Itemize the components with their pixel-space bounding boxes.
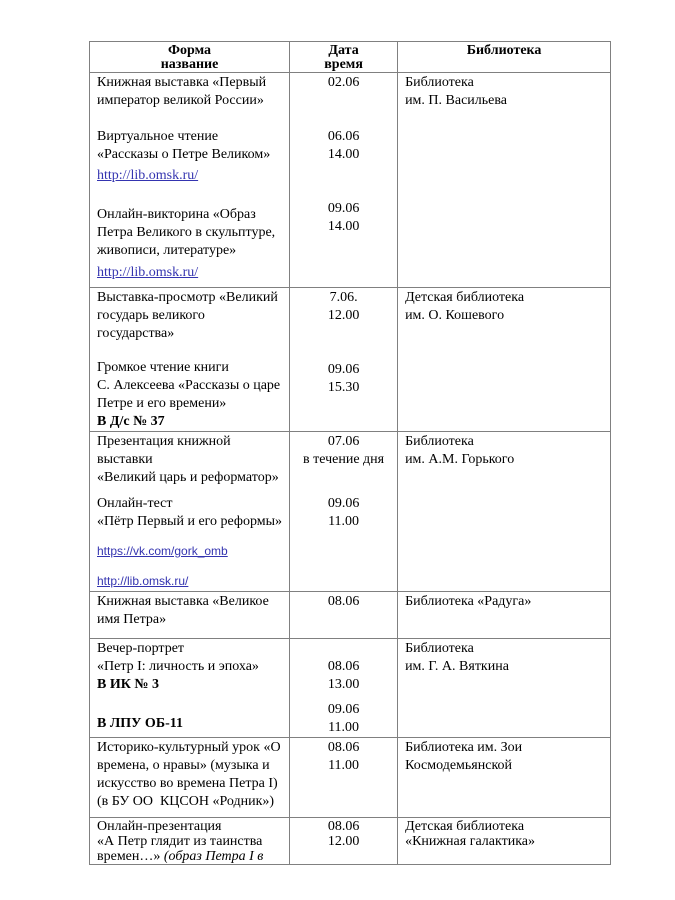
text-line: 15.30 — [327, 380, 360, 395]
library-cell — [398, 288, 611, 432]
text-line: «Великий царь и реформатор» — [97, 470, 279, 485]
library-cell — [398, 639, 611, 738]
header-row — [90, 42, 611, 73]
blank-line — [292, 182, 395, 200]
text-line: 08.06 — [327, 740, 360, 755]
text-line: 12.00 — [327, 834, 360, 849]
table-row — [90, 592, 611, 639]
form-cell — [90, 432, 290, 592]
header-text: Библиотека — [466, 43, 542, 58]
text-line: 02.06 — [327, 75, 360, 90]
text-line: император великой России» — [97, 93, 264, 108]
text-line: 13.00 — [327, 677, 360, 692]
text-line: имя Петра» — [97, 612, 167, 627]
text-segment: времен…» — [97, 849, 164, 864]
text-line: им. А.М. Горького — [405, 452, 515, 467]
header-library — [398, 42, 611, 73]
hyperlink[interactable]: http://lib.omsk.ru/ — [97, 168, 199, 183]
text-line: 11.00 — [328, 758, 360, 773]
text-line: Книжная выставка «Великое — [97, 594, 269, 609]
text-line: Космодемьянской — [405, 758, 513, 773]
text-line: Онлайн-презентация — [97, 819, 222, 834]
text-line: в течение дня — [303, 452, 385, 467]
link-line — [97, 542, 282, 561]
header-text: название — [160, 56, 219, 72]
library-cell — [398, 818, 611, 865]
text-line: Петра Великого в скульптуре, — [97, 225, 276, 240]
library-cell — [398, 432, 611, 592]
blank-line — [292, 164, 395, 182]
datetime-cell — [290, 738, 398, 818]
text-line: Библиотека — [405, 641, 474, 656]
library-cell — [398, 738, 611, 818]
text-line: Библиотека — [405, 434, 474, 449]
text-line: Онлайн-тест — [97, 496, 173, 511]
text-line: В Д/с № 37 — [97, 414, 165, 429]
text-line: В ЛПУ ОБ-11 — [97, 716, 183, 731]
table-row — [90, 818, 611, 865]
text-line: 09.06 — [327, 496, 360, 511]
text-line: государь великого — [97, 308, 205, 323]
text-line: «Пётр Первый и его реформы» — [97, 514, 283, 529]
header-text: Дата — [328, 43, 359, 58]
form-cell — [90, 73, 290, 288]
text-line: 11.00 — [328, 514, 360, 529]
text-line: 08.06 — [327, 594, 360, 609]
form-cell — [90, 592, 290, 639]
blank-line — [292, 640, 395, 658]
blank-line — [292, 92, 395, 110]
text-line: 14.00 — [327, 219, 360, 234]
text-line: Виртуальное чтение — [97, 129, 219, 144]
text-line: Библиотека «Радуга» — [405, 594, 532, 609]
text-line: «А Петр глядит из таинства — [97, 834, 263, 849]
form-cell — [90, 288, 290, 432]
form-cell — [90, 738, 290, 818]
text-line: «Рассказы о Петре Великом» — [97, 147, 271, 162]
text-line: Выставка-просмотр «Великий — [97, 290, 278, 305]
italic-text-segment: (образ Петра I в — [163, 849, 264, 864]
header-text: Форма — [168, 43, 212, 58]
hyperlink[interactable]: https://vk.com/gork_omb — [97, 544, 228, 558]
text-line: им. Г. А. Вяткина — [405, 659, 509, 674]
datetime-cell — [290, 818, 398, 865]
text-line: 7.06. — [329, 290, 358, 305]
table-row — [90, 288, 611, 432]
text-line: В ИК № 3 — [97, 677, 159, 692]
text-line: живописи, литературе» — [97, 243, 237, 258]
text-line: Детская библиотека — [405, 819, 525, 834]
text-line: Петре и его времени» — [97, 396, 227, 411]
table-row — [90, 73, 611, 288]
text-line: 09.06 — [327, 201, 360, 216]
form-cell — [90, 818, 290, 865]
hyperlink[interactable]: http://lib.omsk.ru/ — [97, 574, 189, 588]
form-cell — [90, 639, 290, 738]
text-line: времена, о нравы» (музыка и — [97, 758, 270, 773]
text-line: 14.00 — [327, 147, 360, 162]
table-body — [90, 73, 611, 865]
text-line: 07.06 — [327, 434, 360, 449]
text-line: 12.00 — [327, 308, 360, 323]
text-line: 09.06 — [327, 702, 360, 717]
link-line — [97, 167, 282, 185]
datetime-cell — [290, 639, 398, 738]
datetime-cell — [290, 592, 398, 639]
text-line: «Книжная галактика» — [405, 834, 536, 849]
text-line: государства» — [97, 326, 175, 341]
text-line: Презентация книжной — [97, 434, 231, 449]
text-line: Книжная выставка «Первый — [97, 75, 267, 90]
blank-line — [97, 110, 282, 128]
text-line: (в БУ ОО КЦСОН «Родник») — [97, 794, 275, 809]
text-line — [97, 849, 282, 864]
table-row — [90, 432, 611, 592]
text-line: Громкое чтение книги — [97, 360, 229, 375]
datetime-cell — [290, 288, 398, 432]
datetime-cell — [290, 432, 398, 592]
schedule-table — [89, 41, 611, 865]
header-text: время — [324, 56, 363, 72]
hyperlink[interactable]: http://lib.omsk.ru/ — [97, 265, 199, 280]
link-line — [97, 264, 282, 282]
text-line: им. О. Кошевого — [405, 308, 505, 323]
text-line: искусство во времена Петра I) — [97, 776, 278, 791]
text-line: 09.06 — [327, 362, 360, 377]
table-row — [90, 738, 611, 818]
library-cell — [398, 592, 611, 639]
blank-line — [292, 325, 395, 343]
link-line — [97, 572, 282, 591]
text-line: 08.06 — [327, 819, 360, 834]
header-datetime — [290, 42, 398, 73]
text-line: Детская библиотека — [405, 290, 525, 305]
text-line: С. Алексеева «Рассказы о царе — [97, 378, 281, 393]
blank-line — [97, 185, 282, 203]
text-line: «Петр I: личность и эпоха» — [97, 659, 259, 674]
text-line: 08.06 — [327, 659, 360, 674]
text-line: Историко-культурный урок «О — [97, 740, 281, 755]
table-row — [90, 639, 611, 738]
text-line: Библиотека — [405, 75, 474, 90]
text-line: 11.00 — [328, 720, 360, 735]
text-line: Библиотека им. Зои — [405, 740, 523, 755]
text-line: выставки — [97, 452, 153, 467]
text-line: им. П. Васильева — [405, 93, 508, 108]
text-line: Вечер-портрет — [97, 641, 185, 656]
text-line: 06.06 — [327, 129, 360, 144]
library-cell — [398, 73, 611, 288]
blank-line — [292, 110, 395, 128]
datetime-cell — [290, 73, 398, 288]
header-form — [90, 42, 290, 73]
blank-line — [292, 343, 395, 361]
text-line: Онлайн-викторина «Образ — [97, 207, 256, 222]
